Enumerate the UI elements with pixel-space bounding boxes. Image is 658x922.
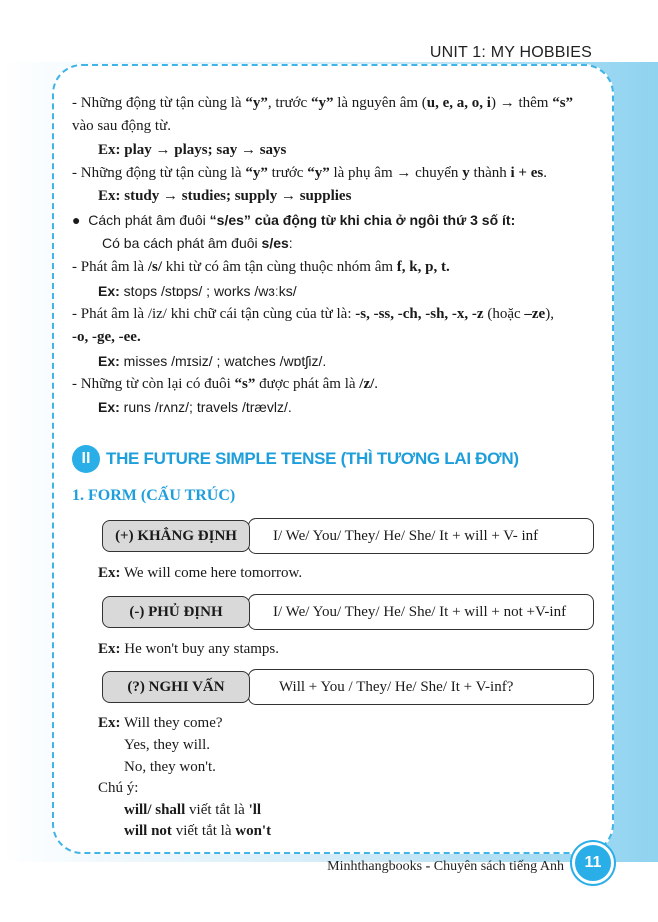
answer-yes: Yes, they will.	[124, 737, 210, 753]
example-runs: Ex: runs /rʌnz/; travels /trævlz/.	[98, 399, 292, 415]
example-studies: Ex: study → studies; supply → supplies	[98, 188, 352, 204]
unit-header: UNIT 1: MY HOBBIES	[429, 44, 592, 61]
rule-y-consonant: - Những động từ tận cùng là “y” trước “y” là phụ âm → chuyển y thành i + es.	[72, 165, 547, 181]
section-number-badge: II	[72, 445, 100, 473]
arrow-right-icon: →	[499, 95, 515, 111]
note-shall: will/ shall viết tắt là 'll	[124, 802, 262, 818]
question-formula: Will + You / They/ He/ She/ It + V-inf?	[248, 669, 594, 705]
example-stops: Ex: stops /stɒps/ ; works /wɜːks/	[98, 283, 297, 299]
negative-example: Ex: He won't buy any stamps.	[98, 641, 280, 657]
rule-y-vowel-line2: vào sau động từ.	[72, 118, 171, 134]
negative-formula: I/ We/ You/ They/ He/ She/ It + will + not +V-inf	[248, 594, 594, 630]
section-heading	[72, 444, 519, 474]
note-wont: will not viết tắt là won't	[124, 823, 272, 839]
answer-no: No, they won't.	[124, 759, 216, 775]
affirmative-example: Ex: We will come here tomorrow.	[98, 565, 303, 581]
form-title: 1. FORM (CẤU TRÚC)	[72, 487, 236, 504]
section-title: THE FUTURE SIMPLE TENSE (THÌ TƯƠNG LAI ĐƠN)	[106, 449, 519, 468]
rule-s-sound: - Phát âm là /s/ khi từ có âm tận cùng thuộc nhóm âm f, k, p, t.	[72, 259, 450, 275]
rule-iz-sound: - Phát âm là /iz/ khi chữ cái tận cùng của từ là: -s, -ss, -ch, -sh, -x, -z (hoặc –ze),	[72, 306, 554, 322]
question-label: (?) NGHI VẤN	[102, 671, 250, 703]
pronunciation-intro: Có ba cách phát âm đuôi s/es:	[102, 235, 293, 251]
question-row	[102, 669, 594, 705]
note-label: Chú ý:	[98, 780, 139, 796]
example-plays: Ex: play → plays; say → says	[98, 142, 287, 158]
negative-row	[102, 594, 594, 630]
rule-z-sound: - Những từ còn lại có đuôi “s” được phát âm là /z/.	[72, 376, 379, 392]
bullet-icon: ●	[72, 212, 81, 228]
affirmative-formula: I/ We/ You/ They/ He/ She/ It + will + V- inf	[248, 518, 594, 554]
negative-label: (-) PHỦ ĐỊNH	[102, 596, 250, 628]
question-example: Ex: Will they come?	[98, 715, 223, 731]
rule-iz-sound-line2: -o, -ge, -ee.	[72, 329, 141, 345]
affirmative-row	[102, 518, 594, 554]
example-misses: Ex: misses /mɪsiz/ ; watches /wɒtʃiz/.	[98, 353, 327, 369]
pronunciation-bullet: ● Cách phát âm đuôi “s/es” của động từ khi chia ở ngôi thứ 3 số ít:	[72, 212, 516, 228]
rule-y-vowel: - Những động từ tận cùng là “y”, trước “y” là nguyên âm (u, e, a, o, i) → thêm “s”	[72, 95, 574, 111]
footer-publisher: Minhthangbooks - Chuyên sách tiếng Anh	[327, 859, 564, 874]
page-number: 11	[572, 842, 614, 884]
affirmative-label: (+) KHẲNG ĐỊNH	[102, 520, 250, 552]
